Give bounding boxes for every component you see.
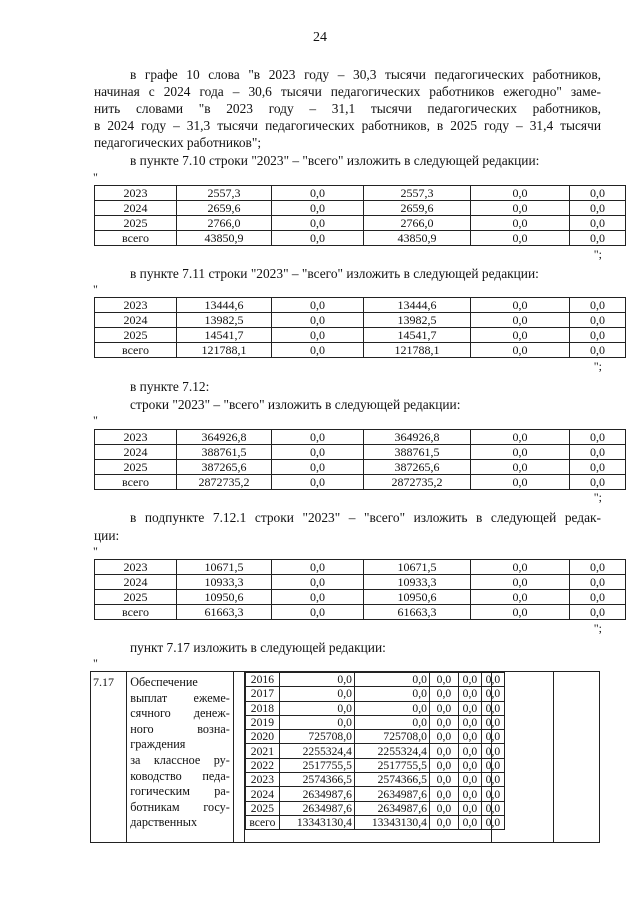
table-cell: 0,0 (429, 773, 458, 787)
table-cell: 0,0 (458, 787, 481, 801)
table-cell: 0,0 (272, 575, 364, 590)
table-cell: 2517755,5 (354, 758, 429, 772)
table-cell: 2022 (245, 758, 279, 772)
description-line: гогическим ра- (130, 784, 230, 799)
table-row (95, 605, 626, 620)
table-row (245, 701, 504, 715)
table-cell: 2024 (245, 787, 279, 801)
empty-cell (233, 672, 244, 843)
table-cell: 2016 (245, 673, 279, 687)
table-cell: 13444,6 (177, 298, 272, 313)
section-intro: в пункте 7.12: (130, 379, 210, 394)
table-cell: 0,0 (570, 590, 626, 605)
table-cell: 2557,3 (177, 186, 272, 201)
table-cell: 0,0 (354, 687, 429, 701)
table-cell: 2021 (245, 744, 279, 758)
table-cell: 0,0 (570, 445, 626, 460)
open-quote: " (93, 170, 98, 184)
table-cell: 0,0 (279, 715, 354, 729)
table-cell: 2634987,6 (279, 801, 354, 815)
table-row (95, 201, 626, 216)
table-cell: 725708,0 (279, 730, 354, 744)
table-cell: 0,0 (471, 216, 570, 231)
table-row (245, 673, 504, 687)
table-cell: 0,0 (429, 787, 458, 801)
close-quote: "; (593, 247, 602, 261)
table-cell: всего (95, 475, 177, 490)
section-intro: в подпункте 7.12.1 строки "2023" – "всего" изложить в следующей редак- (130, 510, 601, 525)
description-line: граждения (130, 737, 186, 752)
table-cell: 0,0 (272, 560, 364, 575)
table-cell: 0,0 (354, 715, 429, 729)
table-cell: 2020 (245, 730, 279, 744)
open-quote: " (93, 282, 98, 296)
table-cell: 0,0 (471, 231, 570, 246)
table-cell: 2766,0 (364, 216, 471, 231)
table-cell: 0,0 (272, 328, 364, 343)
table-cell: 0,0 (272, 460, 364, 475)
empty-cell (553, 672, 599, 843)
table-cell: 0,0 (570, 475, 626, 490)
table-cell: 0,0 (354, 701, 429, 715)
description-line: выплат ежеме- (130, 690, 230, 705)
table-cell: 0,0 (471, 605, 570, 620)
table-cell: 2557,3 (364, 186, 471, 201)
table-row (95, 313, 626, 328)
table-cell: 2025 (95, 216, 177, 231)
table-7-12 (94, 429, 626, 490)
table-cell: 0,0 (471, 186, 570, 201)
table-cell: 0,0 (429, 801, 458, 815)
table-cell: 0,0 (458, 801, 481, 815)
table-cell: 2574366,5 (279, 773, 354, 787)
table-cell: 0,0 (272, 201, 364, 216)
table-cell: 10933,3 (177, 575, 272, 590)
table-cell: 0,0 (570, 298, 626, 313)
close-quote: "; (593, 621, 602, 635)
table-row (95, 343, 626, 358)
table-cell: 364926,8 (177, 430, 272, 445)
table-cell: 10950,6 (364, 590, 471, 605)
table-cell: 0,0 (279, 701, 354, 715)
table-cell: 10933,3 (364, 575, 471, 590)
page-number: 24 (313, 30, 327, 45)
table-cell: 0,0 (481, 758, 504, 772)
section-intro: в пункте 7.10 строки "2023" – "всего" изложить в следующей редакции: (130, 153, 540, 168)
section-intro: пункт 7.17 изложить в следующей редакции: (130, 640, 386, 655)
table-cell: 13444,6 (364, 298, 471, 313)
table-cell: 0,0 (429, 701, 458, 715)
table-cell: 13982,5 (177, 313, 272, 328)
table-cell: 0,0 (354, 673, 429, 687)
table-cell: 0,0 (429, 673, 458, 687)
table-row (245, 773, 504, 787)
table-cell: 0,0 (471, 460, 570, 475)
table-cell: 2255324,4 (354, 744, 429, 758)
table-cell: 0,0 (458, 687, 481, 701)
table-row (245, 687, 504, 701)
table-cell: всего (95, 231, 177, 246)
table-cell: 2634987,6 (279, 787, 354, 801)
table-cell: 725708,0 (354, 730, 429, 744)
table-cell: 0,0 (471, 343, 570, 358)
table-cell: 61663,3 (177, 605, 272, 620)
table-cell: 0,0 (279, 673, 354, 687)
description-line: за классное ру- (130, 752, 230, 767)
table-cell: 0,0 (471, 298, 570, 313)
table-cell: 0,0 (471, 201, 570, 216)
table-cell: 0,0 (481, 787, 504, 801)
table-row (245, 715, 504, 729)
table-cell: 0,0 (272, 231, 364, 246)
table-row (95, 575, 626, 590)
section-intro: ции: (94, 528, 120, 543)
table-cell: 2872735,2 (177, 475, 272, 490)
table-cell: 0,0 (481, 801, 504, 815)
paragraph-line: в 2024 году – 31,3 тысячи педагогических работников, в 2025 году – 31,4 тысячи (94, 118, 601, 133)
table-row (95, 328, 626, 343)
table-row (95, 560, 626, 575)
table-row (95, 231, 626, 246)
table-row (95, 445, 626, 460)
table-cell: 2023 (95, 560, 177, 575)
paragraph-line: педагогических работников"; (94, 135, 262, 150)
table-cell: всего (245, 815, 279, 829)
table-cell: 0,0 (471, 575, 570, 590)
table-cell: 0,0 (471, 430, 570, 445)
close-quote: "; (593, 359, 602, 373)
table-cell: 14541,7 (177, 328, 272, 343)
table-cell: 0,0 (481, 744, 504, 758)
table-cell: всего (95, 605, 177, 620)
table-cell: 2023 (95, 186, 177, 201)
table-cell: 0,0 (272, 186, 364, 201)
table-cell: 121788,1 (177, 343, 272, 358)
table-cell: 0,0 (570, 430, 626, 445)
table-cell: 0,0 (471, 445, 570, 460)
paragraph-line: начиная с 2024 года – 30,6 тысячи педагогических работников ежегодно" заме- (94, 84, 601, 99)
table-cell: 2255324,4 (279, 744, 354, 758)
table-row (245, 730, 504, 744)
table-cell: 2017 (245, 687, 279, 701)
open-quote: " (93, 656, 98, 670)
table-cell: 2659,6 (177, 201, 272, 216)
table-cell: 2025 (95, 328, 177, 343)
table-cell: 0,0 (471, 328, 570, 343)
table-cell: 2574366,5 (354, 773, 429, 787)
table-cell: 0,0 (570, 216, 626, 231)
table-cell: 2024 (95, 201, 177, 216)
table-cell: 0,0 (570, 201, 626, 216)
description-line: ботникам госу- (130, 799, 230, 814)
table-cell: 0,0 (481, 730, 504, 744)
table-cell: 0,0 (570, 231, 626, 246)
table-cell: 0,0 (272, 216, 364, 231)
table-cell: 2024 (95, 445, 177, 460)
table-cell: 2659,6 (364, 201, 471, 216)
table-cell: 0,0 (272, 343, 364, 358)
table-cell: 0,0 (570, 575, 626, 590)
table-cell: 2024 (95, 313, 177, 328)
table-cell: 0,0 (481, 773, 504, 787)
table-cell: 0,0 (481, 687, 504, 701)
table-cell: 0,0 (458, 744, 481, 758)
table-cell: 0,0 (471, 590, 570, 605)
table-cell: 2634987,6 (354, 787, 429, 801)
table-cell: 0,0 (458, 715, 481, 729)
table-row (95, 590, 626, 605)
table-cell: 121788,1 (364, 343, 471, 358)
table-cell: всего (95, 343, 177, 358)
table-cell: 43850,9 (177, 231, 272, 246)
table-cell: 2023 (95, 298, 177, 313)
table-7-12-1 (94, 559, 626, 620)
table-cell: 2024 (95, 575, 177, 590)
table-cell: 0,0 (570, 343, 626, 358)
table-cell: 0,0 (458, 730, 481, 744)
close-quote: "; (593, 490, 602, 504)
table-cell: 0,0 (570, 460, 626, 475)
table-7-10 (94, 185, 626, 246)
table-cell: 0,0 (481, 673, 504, 687)
table-cell: 10950,6 (177, 590, 272, 605)
table-cell: 0,0 (429, 730, 458, 744)
table-cell: 0,0 (570, 560, 626, 575)
table-row (245, 758, 504, 772)
table-cell: 364926,8 (364, 430, 471, 445)
table-cell: 0,0 (481, 715, 504, 729)
table-cell: 2872735,2 (364, 475, 471, 490)
section-intro: в пункте 7.11 строки "2023" – "всего" изложить в следующей редакции: (130, 266, 539, 281)
table-cell: 2023 (245, 773, 279, 787)
table-cell: 0,0 (570, 605, 626, 620)
table-row (245, 801, 504, 815)
table-cell: 0,0 (458, 773, 481, 787)
item-number: 7.17 (91, 672, 127, 843)
item-description (127, 672, 234, 843)
table-cell: 0,0 (458, 673, 481, 687)
table-cell: 2634987,6 (354, 801, 429, 815)
description-line: ного возна- (130, 721, 230, 736)
table-cell: 0,0 (429, 744, 458, 758)
table-cell: 61663,3 (364, 605, 471, 620)
description-line: ководство педа- (130, 768, 230, 783)
table-cell: 10671,5 (364, 560, 471, 575)
table-row (95, 186, 626, 201)
paragraph-line: нить словами "в 2023 году – 31,1 тысячи педагогических работников, (94, 101, 601, 116)
description-line: сячного денеж- (130, 706, 230, 721)
table-row (245, 787, 504, 801)
table-cell: 0,0 (279, 687, 354, 701)
table-cell: 0,0 (458, 815, 481, 829)
table-cell: 0,0 (272, 430, 364, 445)
table-cell: 2023 (95, 430, 177, 445)
description-line: дарственных (130, 815, 198, 830)
table-cell: 2019 (245, 715, 279, 729)
paragraph-line: в графе 10 слова "в 2023 году – 30,3 тысячи педагогических работников, (130, 67, 601, 82)
open-quote: " (93, 544, 98, 558)
table-cell: 13343130,4 (279, 815, 354, 829)
table-cell: 0,0 (272, 605, 364, 620)
table-cell: 2025 (95, 460, 177, 475)
table-cell: 0,0 (471, 475, 570, 490)
table-cell: 2517755,5 (279, 758, 354, 772)
open-quote: " (93, 413, 98, 427)
table-cell: 388761,5 (177, 445, 272, 460)
table-cell: 0,0 (272, 445, 364, 460)
table-7-11 (94, 297, 626, 358)
table-cell: 0,0 (429, 815, 458, 829)
table-cell: 0,0 (458, 701, 481, 715)
table-row (245, 815, 504, 829)
figures-cell (244, 672, 501, 843)
table-cell: 0,0 (429, 715, 458, 729)
table-row (95, 460, 626, 475)
table-cell: 0,0 (481, 815, 504, 829)
table-cell: 14541,7 (364, 328, 471, 343)
table-row (95, 298, 626, 313)
table-cell: 0,0 (471, 560, 570, 575)
table-cell: 388761,5 (364, 445, 471, 460)
table-cell: 0,0 (570, 328, 626, 343)
table-cell: 43850,9 (364, 231, 471, 246)
table-row (245, 744, 504, 758)
table-cell: 387265,6 (177, 460, 272, 475)
table-cell: 13982,5 (364, 313, 471, 328)
table-cell: 0,0 (272, 590, 364, 605)
table-cell: 0,0 (570, 313, 626, 328)
section-intro: строки "2023" – "всего" изложить в следующей редакции: (130, 397, 461, 412)
table-cell: 0,0 (458, 758, 481, 772)
table-cell: 0,0 (570, 186, 626, 201)
table-cell: 387265,6 (364, 460, 471, 475)
table-cell: 0,0 (429, 687, 458, 701)
table-cell: 0,0 (272, 313, 364, 328)
table-cell: 0,0 (272, 475, 364, 490)
table-cell: 0,0 (471, 313, 570, 328)
table-cell: 2025 (95, 590, 177, 605)
table-cell: 13343130,4 (354, 815, 429, 829)
table-7-17 (90, 671, 600, 843)
table-cell: 2025 (245, 801, 279, 815)
table-cell: 10671,5 (177, 560, 272, 575)
table-cell: 2018 (245, 701, 279, 715)
table-cell: 0,0 (272, 298, 364, 313)
table-row (95, 216, 626, 231)
table-cell: 2766,0 (177, 216, 272, 231)
table-row (95, 475, 626, 490)
empty-cell (492, 672, 553, 843)
table-cell: 0,0 (429, 758, 458, 772)
description-line: Обеспечение (130, 675, 198, 689)
table-row (95, 430, 626, 445)
table-cell: 0,0 (481, 701, 504, 715)
